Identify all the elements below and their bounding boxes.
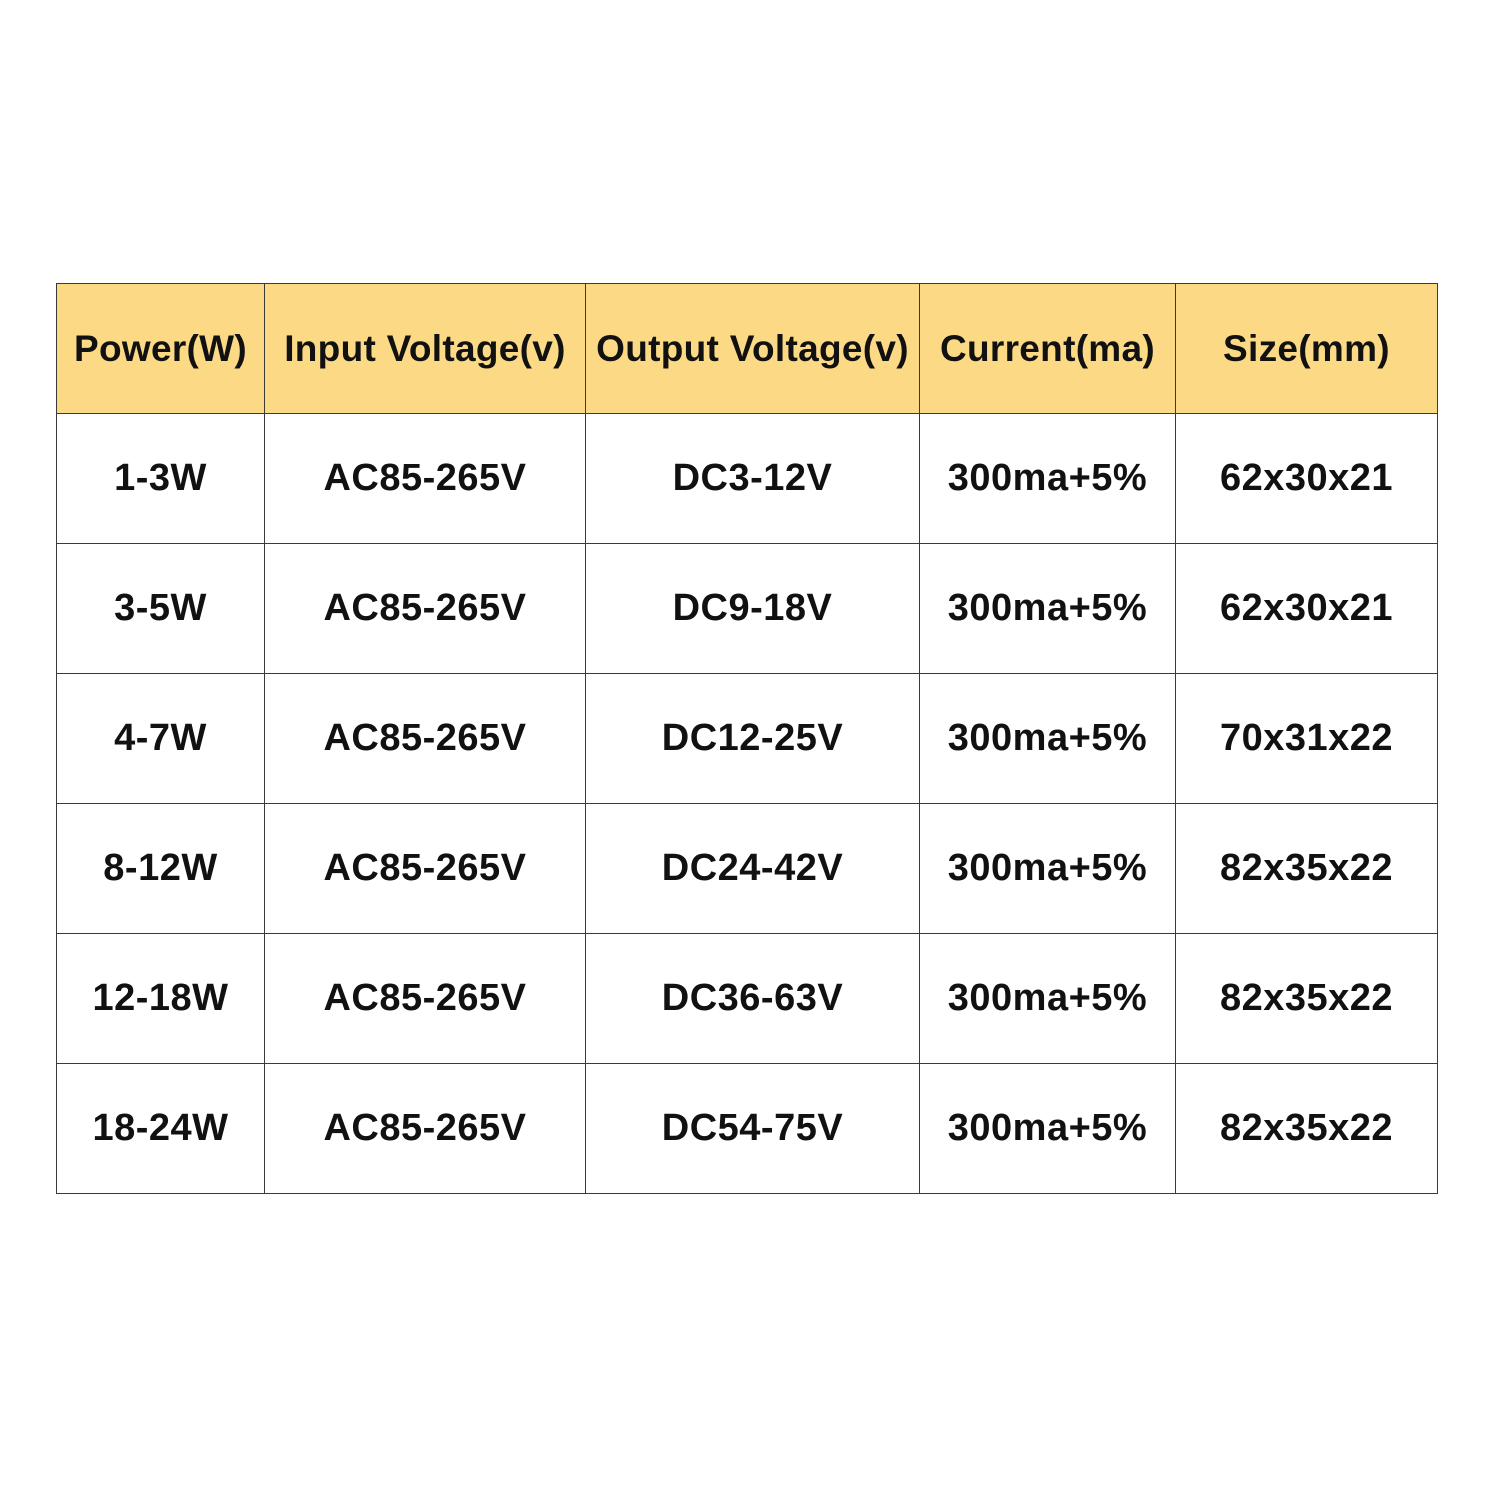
cell-input-voltage: AC85-265V <box>265 1064 586 1194</box>
table-row <box>57 414 1438 544</box>
cell-current: 300ma+5% <box>920 674 1176 804</box>
header-size: Size(mm) <box>1176 284 1438 414</box>
cell-size: 70x31x22 <box>1176 674 1438 804</box>
cell-input-voltage: AC85-265V <box>265 804 586 934</box>
cell-output-voltage: DC3-12V <box>586 414 920 544</box>
cell-power: 8-12W <box>57 804 265 934</box>
cell-size: 62x30x21 <box>1176 414 1438 544</box>
header-input-voltage: Input Voltage(v) <box>265 284 586 414</box>
table-row <box>57 804 1438 934</box>
cell-current: 300ma+5% <box>920 544 1176 674</box>
cell-current: 300ma+5% <box>920 934 1176 1064</box>
table-row <box>57 1064 1438 1194</box>
cell-current: 300ma+5% <box>920 804 1176 934</box>
table-row <box>57 934 1438 1064</box>
cell-input-voltage: AC85-265V <box>265 544 586 674</box>
cell-output-voltage: DC24-42V <box>586 804 920 934</box>
spec-table <box>56 283 1438 1194</box>
cell-current: 300ma+5% <box>920 414 1176 544</box>
header-row <box>57 284 1438 414</box>
cell-output-voltage: DC54-75V <box>586 1064 920 1194</box>
cell-power: 3-5W <box>57 544 265 674</box>
cell-power: 18-24W <box>57 1064 265 1194</box>
cell-input-voltage: AC85-265V <box>265 674 586 804</box>
cell-input-voltage: AC85-265V <box>265 934 586 1064</box>
cell-output-voltage: DC36-63V <box>586 934 920 1064</box>
table-row <box>57 674 1438 804</box>
cell-size: 82x35x22 <box>1176 934 1438 1064</box>
header-current: Current(ma) <box>920 284 1176 414</box>
cell-size: 62x30x21 <box>1176 544 1438 674</box>
header-power: Power(W) <box>57 284 265 414</box>
cell-size: 82x35x22 <box>1176 804 1438 934</box>
cell-power: 1-3W <box>57 414 265 544</box>
cell-power: 4-7W <box>57 674 265 804</box>
cell-output-voltage: DC12-25V <box>586 674 920 804</box>
cell-output-voltage: DC9-18V <box>586 544 920 674</box>
cell-input-voltage: AC85-265V <box>265 414 586 544</box>
cell-power: 12-18W <box>57 934 265 1064</box>
cell-size: 82x35x22 <box>1176 1064 1438 1194</box>
cell-current: 300ma+5% <box>920 1064 1176 1194</box>
header-output-voltage: Output Voltage(v) <box>586 284 920 414</box>
table-row <box>57 544 1438 674</box>
